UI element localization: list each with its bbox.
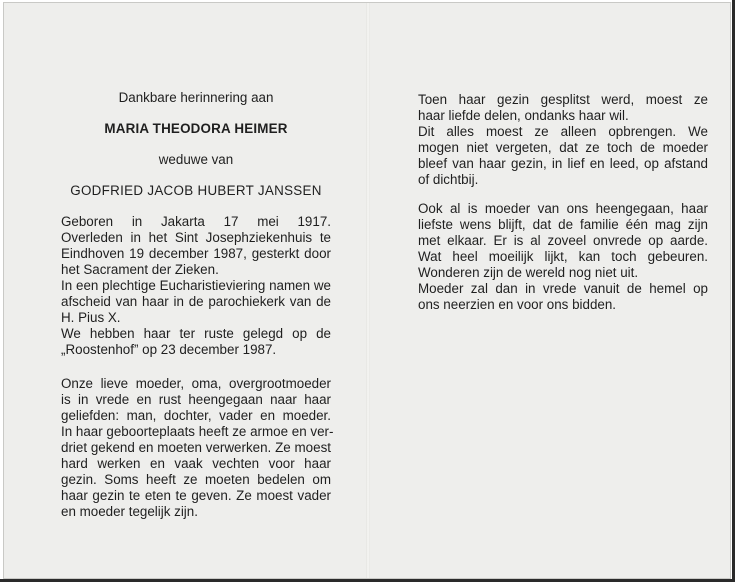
text-line: We hebben haar ter ruste gelegd op de bbox=[61, 326, 331, 341]
memorial-card bbox=[3, 2, 731, 579]
center-fold bbox=[366, 3, 370, 578]
closing-paragraph bbox=[418, 201, 708, 313]
text-line: gezin. Soms heeft ze moeten bedelen om bbox=[61, 472, 331, 487]
deceased-name: MARIA THEODORA HEIMER bbox=[104, 121, 288, 136]
text-line: en moeder tegelijk zijn. bbox=[61, 504, 198, 519]
text-line: „Roostenhof” op 23 december 1987. bbox=[61, 342, 277, 357]
text-line: ons neerzien en voor ons bidden. bbox=[418, 297, 617, 312]
text-line: geliefden: man, dochter, vader en moeder. bbox=[61, 408, 331, 423]
text-line: Geboren in Jakarta 17 mei 1917. bbox=[61, 214, 331, 229]
husband-name: GODFRIED JACOB HUBERT JANSSEN bbox=[70, 183, 322, 198]
text-line: of dichtbij. bbox=[418, 172, 479, 187]
text-line: Toen haar gezin gesplitst werd, moest ze bbox=[418, 92, 708, 107]
text-line: In haar geboorteplaats heeft ze armoe en ver- bbox=[61, 424, 334, 439]
text-line: Ook al is moeder van ons heengegaan, haar bbox=[418, 201, 708, 216]
text-line: met elkaar. Er is al zoveel onvrede op aarde. bbox=[418, 233, 708, 248]
life-story-paragraph bbox=[61, 376, 334, 520]
text-line: Wonderen zijn de wereld nog niet uit. bbox=[418, 265, 639, 280]
text-line: is in vrede en rust heengegaan naar haar bbox=[61, 392, 331, 407]
family-paragraph bbox=[418, 92, 708, 188]
text-line: bleef van haar gezin, in lief en leed, op afstand bbox=[418, 156, 708, 171]
text-line: H. Pius X. bbox=[61, 310, 121, 325]
text-line: haar liefde delen, ondanks haar wil. bbox=[418, 108, 629, 123]
text-line: Wat heel moeilijk lijkt, kan toch gebeuren. bbox=[418, 249, 708, 264]
text-line: driet gekend en moeten verwerken. Ze moest bbox=[61, 440, 331, 455]
text-line: Moeder zal dan in vrede vanuit de hemel op bbox=[418, 281, 708, 296]
text-line: mogen niet vergeten, dat ze toch de moeder bbox=[418, 140, 708, 155]
biography-paragraph bbox=[61, 214, 331, 358]
text-line: Overleden in het Sint Josephziekenhuis te bbox=[61, 230, 331, 245]
widow-of-line: weduwe van bbox=[158, 152, 234, 167]
text-line: liefste wens blijft, dat de familie één mag zijn bbox=[418, 217, 708, 232]
text-line: afscheid van haar in de parochiekerk van de bbox=[61, 294, 331, 309]
text-line: Onze lieve moeder, oma, overgrootmoeder bbox=[61, 376, 331, 391]
text-line: Eindhoven 19 december 1987, gesterkt door bbox=[61, 246, 331, 261]
text-line: Dit alles moest ze alleen opbrengen. We bbox=[418, 124, 708, 139]
text-line: het Sacrament der Zieken. bbox=[61, 262, 219, 277]
text-line: haar gezin te eten te geven. Ze moest vader bbox=[61, 488, 331, 503]
intro-line: Dankbare herinnering aan bbox=[118, 90, 274, 105]
text-line: hard werken en vaak vechten voor haar bbox=[61, 456, 331, 471]
text-line: In een plechtige Eucharistieviering namen we bbox=[61, 278, 331, 293]
